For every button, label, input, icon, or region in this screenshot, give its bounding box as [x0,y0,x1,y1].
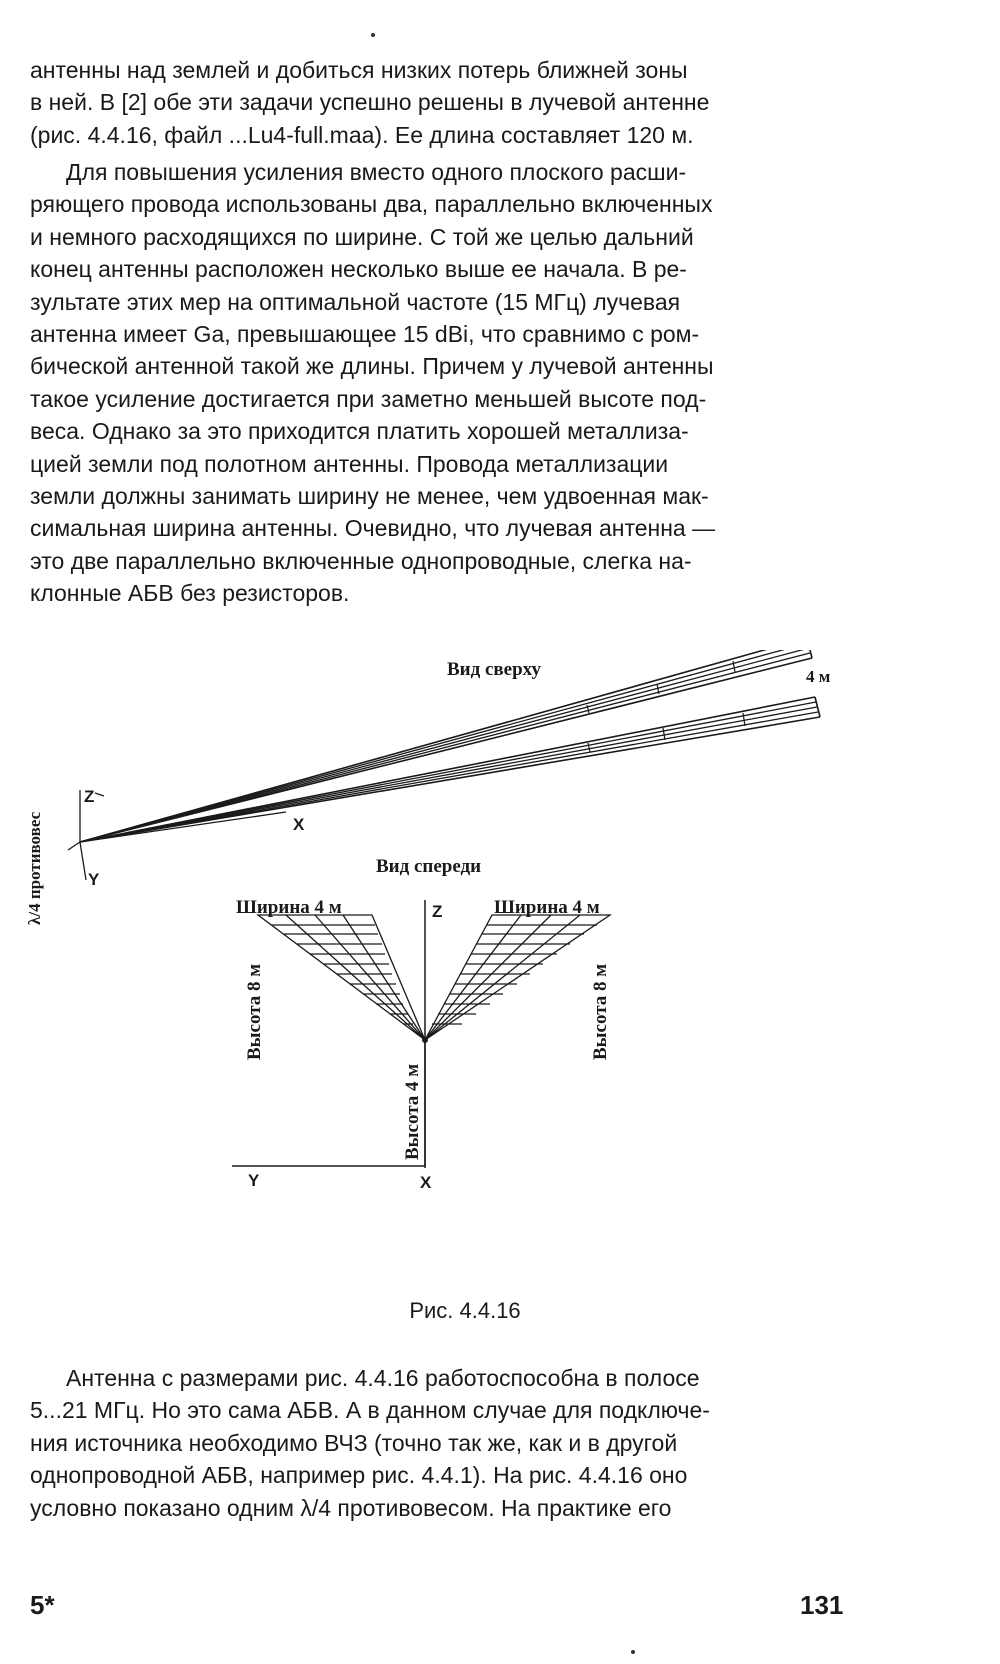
text-line: клонные АБВ без резисторов. [30,580,350,607]
front-view [232,856,611,1192]
front-axis-z-label: Z [432,902,443,921]
top-view-label: Вид сверху [447,659,541,680]
text-line: антенны над землей и добиться низких потерь ближней зоны [30,57,688,83]
text-line: антенна имеет Ga, превышающее 15 dBi, что сравнимо с ром- [30,321,700,348]
feed-point [422,1037,428,1043]
print-speck [371,33,375,37]
counterpoise-wire [68,842,80,850]
text-line: цией земли под полотном антенны. Провода металлизации [30,450,669,477]
page-number: 131 [800,1590,844,1620]
upper-beam-wires [80,650,812,842]
right-width-label: Ширина 4 м [494,897,600,918]
lower-beam-wires [80,697,820,842]
text-line: такое усиление достигается при заметно меньшей высоте под- [30,385,707,412]
text-line: однопроводной АБВ, например рис. 4.4.1). На рис. 4.4.16 оно [30,1462,688,1489]
text-line: в ней. В [2] обе эти задачи успешно решены в лучевой антенне [30,89,710,116]
y-axis-line [80,842,86,880]
text-line: ряющего провода использованы два, параллельно включенных [30,191,713,218]
axis-z-label: Z [84,787,95,806]
print-speck [631,1650,635,1654]
text-line: и немного расходящихся по ширине. С той же целью дальний [30,223,694,250]
text-line: (рис. 4.4.16, файл ...Lu4-full.maa). Ее длина составляет 120 м. [30,121,694,148]
text-line: бической антенной такой же длины. Причем у лучевой антенны [30,353,714,380]
figure-caption: Рис. 4.4.16 [409,1298,521,1323]
left-width-label: Ширина 4 м [236,897,342,918]
top-view-width-label: 4 м [806,667,831,686]
front-view-label: Вид спереди [376,856,482,877]
signature-mark: 5* [30,1590,55,1620]
feed-height-label: Высота 4 м [402,1063,423,1160]
axis-x-label: X [293,815,305,834]
front-axis-x-label: X [420,1173,432,1192]
text-line: условно показано одним λ/4 противовесом. На практике его [30,1494,672,1521]
front-axis-y-label: Y [248,1171,260,1190]
left-height-label: Высота 8 м [244,963,265,1060]
text-line: Для повышения усиления вместо одного плоского расши- [66,159,687,185]
paragraph-band [30,1362,830,1524]
text-line: конец антенны расположен несколько выше ее начала. В ре- [30,256,687,283]
text-line: это две параллельно включенные однопроводные, слегка на- [30,547,692,574]
text-line: веса. Однако за это приходится платить хорошей металлиза- [30,418,689,445]
paragraph-intro [30,54,830,151]
paragraph-gain [30,156,830,610]
right-fan-grid [425,915,610,1040]
text-line: ния источника необходимо ВЧЗ (точно так же, как и в другой [30,1429,678,1456]
top-view [25,650,831,925]
counterpoise-label: λ/4 противовес [25,811,44,925]
text-line: 5...21 МГц. Но это сама АБВ. А в данном случае для подключе- [30,1397,710,1424]
text-line: симальная ширина антенны. Очевидно, что лучевая антенна — [30,515,716,542]
left-fan-grid [258,915,425,1040]
text-line: земли должны занимать ширину не менее, чем удвоенная мак- [30,483,709,510]
text-line: зультате этих мер на оптимальной частоте (15 МГц) лучевая [30,288,681,315]
right-height-label: Высота 8 м [590,963,611,1060]
antenna-figure [0,650,1000,1290]
axis-y-label: Y [88,870,100,889]
text-line: Антенна с размерами рис. 4.4.16 работоспособна в полосе [66,1365,700,1391]
